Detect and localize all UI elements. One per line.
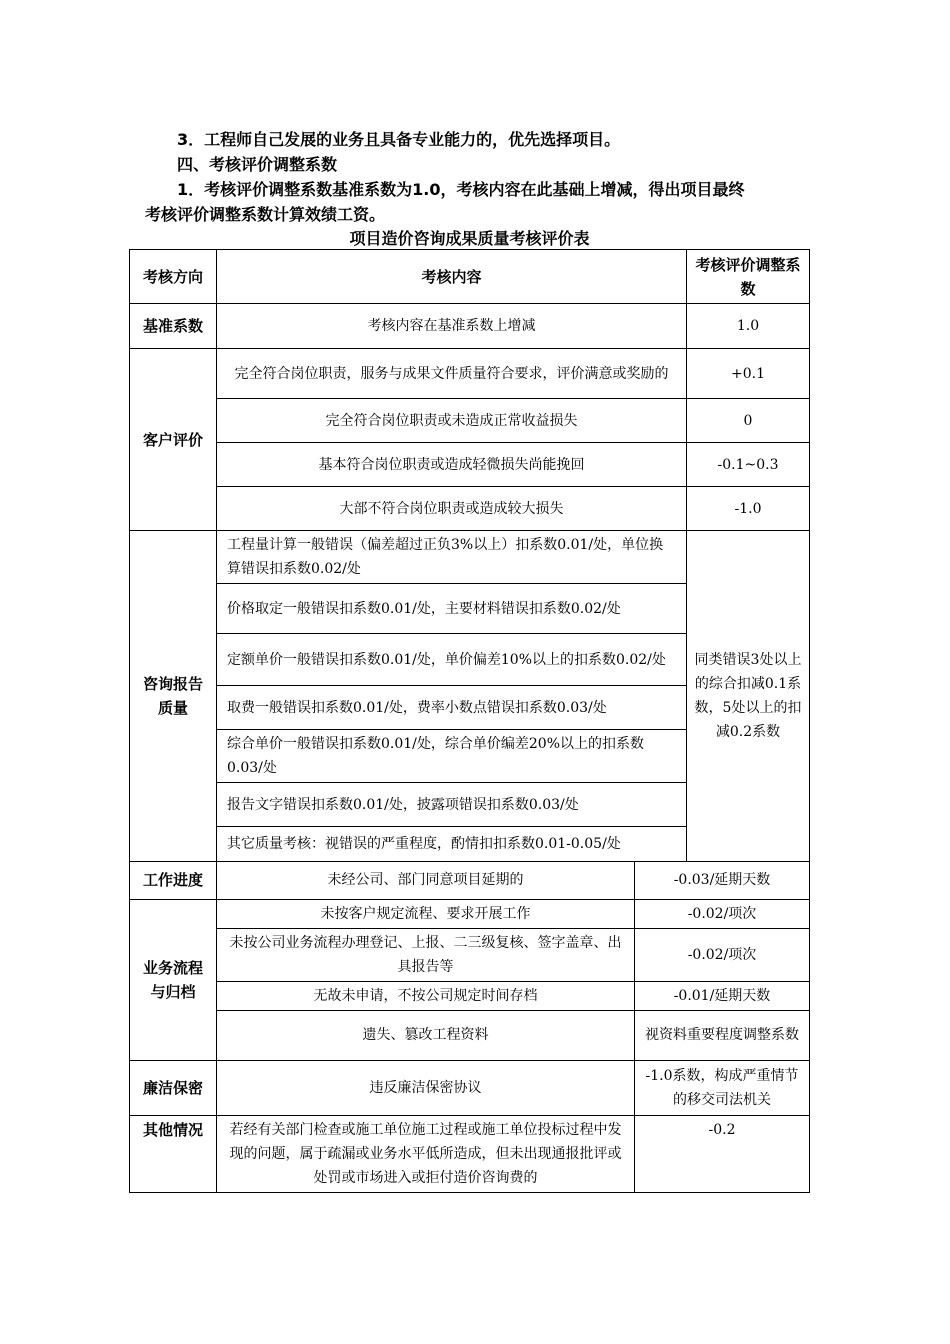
table-row bbox=[130, 443, 810, 487]
coef-cell: 同类错误3处以上的综合扣减0.1系数，5处以上的扣减0.2系数 bbox=[687, 531, 810, 862]
coef-cell: 视资料重要程度调整系数 bbox=[635, 1010, 810, 1060]
report-items-cell bbox=[217, 531, 687, 862]
content-cell: 大部不符合岗位职责或造成较大损失 bbox=[217, 487, 687, 531]
coef-cell: -0.03/延期天数 bbox=[635, 861, 810, 899]
coef-cell: -0.02/项次 bbox=[635, 928, 810, 981]
direction-integrity: 廉洁保密 bbox=[130, 1060, 217, 1115]
content-cell: 考核内容在基准系数上增减 bbox=[217, 304, 687, 349]
content-cell: 完全符合岗位职责或未造成正常收益损失 bbox=[217, 399, 687, 443]
coef-cell: 1.0 bbox=[687, 304, 810, 349]
content-cell: 若经有关部门检查或施工单位施工过程或施工单位投标过程中发现的问题，属于疏漏或业务水平低所造成，但未出现通报批评或处罚或市场进入或拒付造价咨询费的 bbox=[217, 1115, 635, 1192]
direction-process: 业务流程与归档 bbox=[130, 899, 217, 1060]
header-coef: 考核评价调整系数 bbox=[687, 250, 810, 304]
direction-progress: 工作进度 bbox=[130, 861, 217, 899]
list-item: 工程量计算一般错误（偏差超过正负3%以上）扣系数0.01/处，单位换算错误扣系数0.02/处 bbox=[217, 531, 686, 584]
content-cell: 未经公司、部门同意项目延期的 bbox=[217, 861, 635, 899]
table-title: 项目造价咨询成果质量考核评价表 bbox=[349, 229, 590, 248]
list-item: 定额单价一般错误扣系数0.01/处，单价偏差10%以上的扣系数0.02/处 bbox=[217, 634, 686, 686]
coef-cell: 0 bbox=[687, 399, 810, 443]
content-cell: 违反廉洁保密协议 bbox=[217, 1060, 635, 1115]
content-cell: 遗失、篡改工程资料 bbox=[217, 1010, 635, 1060]
list-item: 取费一般错误扣系数0.01/处，费率小数点错误扣系数0.03/处 bbox=[217, 686, 686, 730]
table-row bbox=[130, 487, 810, 531]
content-cell: 未按公司业务流程办理登记、上报、二三级复核、签字盖章、出具报告等 bbox=[217, 928, 635, 981]
table-row bbox=[130, 1010, 810, 1060]
header-content: 考核内容 bbox=[217, 250, 687, 304]
table-row bbox=[130, 1115, 810, 1192]
coef-cell: -1.0系数，构成严重情节的移交司法机关 bbox=[635, 1060, 810, 1115]
table-row bbox=[130, 899, 810, 928]
content-cell: 无故未申请，不按公司规定时间存档 bbox=[217, 981, 635, 1010]
header-row bbox=[130, 250, 810, 304]
table-row bbox=[130, 304, 810, 349]
paragraph-line-1: 1．考核评价调整系数基准系数为1.0，考核内容在此基础上增减，得出项目最终 bbox=[177, 180, 745, 199]
report-items bbox=[217, 531, 686, 861]
list-item: 报告文字错误扣系数0.01/处，披露项错误扣系数0.03/处 bbox=[217, 783, 686, 827]
table-row bbox=[130, 531, 810, 862]
coef-cell: -0.02/项次 bbox=[635, 899, 810, 928]
direction-baseline: 基准系数 bbox=[130, 304, 217, 349]
table-row bbox=[130, 981, 810, 1010]
table-row bbox=[130, 928, 810, 981]
content-cell: 未按客户规定流程、要求开展工作 bbox=[217, 899, 635, 928]
paragraph-line-2: 考核评价调整系数计算效绩工资。 bbox=[145, 205, 386, 224]
coef-cell: -1.0 bbox=[687, 487, 810, 531]
list-item: 价格取定一般错误扣系数0.01/处，主要材料错误扣系数0.02/处 bbox=[217, 584, 686, 634]
table-row bbox=[130, 349, 810, 399]
list-item: 综合单价一般错误扣系数0.01/处，综合单价编差20%以上的扣系数0.03/处 bbox=[217, 730, 686, 783]
table-row bbox=[130, 1060, 810, 1115]
content-cell: 完全符合岗位职责，服务与成果文件质量符合要求，评价满意或奖励的 bbox=[217, 349, 687, 399]
coef-cell: -0.01/延期天数 bbox=[635, 981, 810, 1010]
list-item: 其它质量考核：视错误的严重程度，酌情扣扣系数0.01-0.05/处 bbox=[227, 835, 621, 852]
table-row bbox=[130, 399, 810, 443]
coef-cell: -0.1~0.3 bbox=[687, 443, 810, 487]
section-heading: 四、考核评价调整系数 bbox=[177, 155, 338, 174]
paragraph-item-3: 3．工程师自己发展的业务且具备专业能力的，优先选择项目。 bbox=[177, 130, 621, 149]
direction-report: 咨询报告质量 bbox=[130, 531, 217, 862]
content-cell: 基本符合岗位职责或造成轻微损失尚能挽回 bbox=[217, 443, 687, 487]
coef-cell: -0.2 bbox=[635, 1115, 810, 1192]
header-direction: 考核方向 bbox=[130, 250, 217, 304]
table-row bbox=[130, 861, 810, 899]
evaluation-table bbox=[129, 249, 810, 1193]
direction-other: 其他情况 bbox=[130, 1115, 217, 1192]
coef-cell: +0.1 bbox=[687, 349, 810, 399]
direction-customer: 客户评价 bbox=[130, 349, 217, 531]
